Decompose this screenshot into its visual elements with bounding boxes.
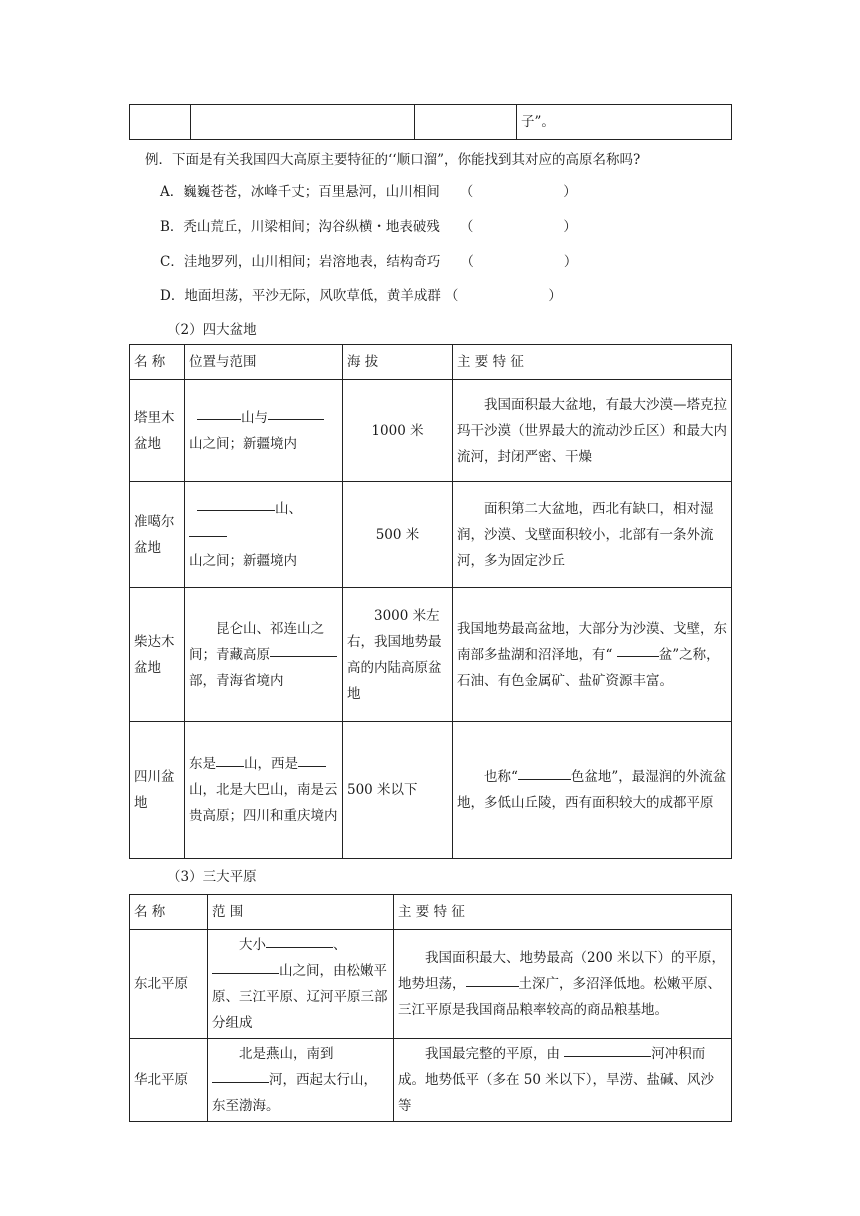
basin-position: 东是 山，西是山，北是大巴山，南是云贵高原；四川和重庆境内 [185, 722, 343, 859]
fill-blank [466, 971, 519, 987]
header-altitude: 海 拔 [343, 345, 453, 380]
table-header-row [130, 345, 732, 380]
option-a: A．巍巍苍苍，冰峰千丈；百里悬河，山川相间 （ ） [160, 184, 577, 200]
fill-blank [518, 764, 571, 780]
table-cell [415, 105, 517, 140]
plain-name: 华北平原 [130, 1039, 208, 1122]
fill-blank [197, 405, 241, 421]
fill-blank [268, 405, 324, 421]
option-d: D．地面坦荡，平沙无际，风吹草低，黄羊成群 （ ） [160, 288, 562, 304]
basin-name: 柴达木盆地 [130, 588, 185, 722]
plains-table [129, 894, 732, 1122]
fill-blank [212, 1067, 269, 1083]
header-features: 主 要 特 征 [453, 345, 732, 380]
fill-blank [564, 1041, 651, 1057]
basin-features: 我国地势最高盆地，大部分为沙漠、戈壁，东南部多盐湖和沼泽地，有“ 盆”之称，石油、有色金属矿、盐矿资源丰富。 [453, 588, 732, 722]
basin-altitude: 500 米以下 [343, 722, 453, 859]
table-cell [191, 105, 415, 140]
table-header-row [130, 895, 732, 930]
table-row [130, 1039, 732, 1122]
basin-altitude: 1000 米 [343, 380, 453, 482]
plain-name: 东北平原 [130, 930, 208, 1039]
header-name: 名 称 [130, 895, 208, 930]
fill-blank [189, 522, 227, 538]
basin-features: 也称“ 色盆地”，最湿润的外流盆地，多低山丘陵，西有面积较大的成都平原 [453, 722, 732, 859]
plain-features: 我国最完整的平原，由 河冲积而成。地势低平（多在 50 米以下），旱涝、盐碱、风沙等 [394, 1039, 732, 1122]
plain-range: 大小 、山之间，由松嫩平原、三江平原、辽河平原三部分组成 [208, 930, 394, 1039]
continued-table [129, 104, 732, 140]
fill-blank [216, 751, 244, 767]
fill-blank [298, 751, 326, 767]
table-row [130, 588, 732, 722]
basin-altitude: 500 米 [343, 482, 453, 588]
example-question: 例．下面是有关我国四大高原主要特征的‘‘顺口溜”，你能找到其对应的高原名称吗? [145, 152, 641, 168]
plain-features: 我国面积最大、地势最高（200 米以下）的平原，地势坦荡， 土深广，多沼泽低地。松嫩平原、三江平原是我国商品粮率较高的商品粮基地。 [394, 930, 732, 1039]
option-c: C．洼地罗列，山川相间；岩溶地表，结构奇巧 （ ） [160, 254, 578, 270]
table-row [130, 722, 732, 859]
table-cell: 子”。 [517, 105, 732, 140]
table-row [130, 105, 732, 140]
header-position: 位置与范围 [185, 345, 343, 380]
fill-blank [270, 642, 337, 658]
basin-position: 山与 山之间；新疆境内 [185, 380, 343, 482]
fill-blank [212, 958, 279, 974]
fill-blank [197, 496, 275, 512]
table-cell [130, 105, 191, 140]
basin-features: 我国面积最大盆地，有最大沙漠—塔克拉玛干沙漠（世界最大的流动沙丘区）和最大内流河，封闭严密、干燥 [453, 380, 732, 482]
table-row [130, 482, 732, 588]
section-heading-basins: （2）四大盆地 [167, 322, 257, 338]
fill-blank [266, 932, 333, 948]
basin-altitude: 3000 米左右，我国地势最高的内陆高原盆地 [343, 588, 453, 722]
table-row [130, 380, 732, 482]
fill-blank [617, 642, 659, 658]
section-heading-plains: （3）三大平原 [167, 869, 257, 885]
header-features: 主 要 特 征 [394, 895, 732, 930]
table-row [130, 930, 732, 1039]
option-b: B．秃山荒丘，川梁相间；沟谷纵横・地表破残 （ ） [160, 219, 577, 235]
basin-position: 山、 山之间；新疆境内 [185, 482, 343, 588]
header-name: 名 称 [130, 345, 185, 380]
header-range: 范 围 [208, 895, 394, 930]
basin-name: 四川盆地 [130, 722, 185, 859]
basin-name: 准噶尔盆地 [130, 482, 185, 588]
basin-features: 面积第二大盆地，西北有缺口，相对湿润，沙漠、戈壁面积较小，北部有一条外流河，多为固定沙丘 [453, 482, 732, 588]
basin-name: 塔里木盆地 [130, 380, 185, 482]
basin-position: 昆仑山、祁连山之间；青藏高原部，青海省境内 [185, 588, 343, 722]
plain-range: 北是燕山，南到河，西起太行山，东至渤海。 [208, 1039, 394, 1122]
basins-table [129, 344, 732, 859]
